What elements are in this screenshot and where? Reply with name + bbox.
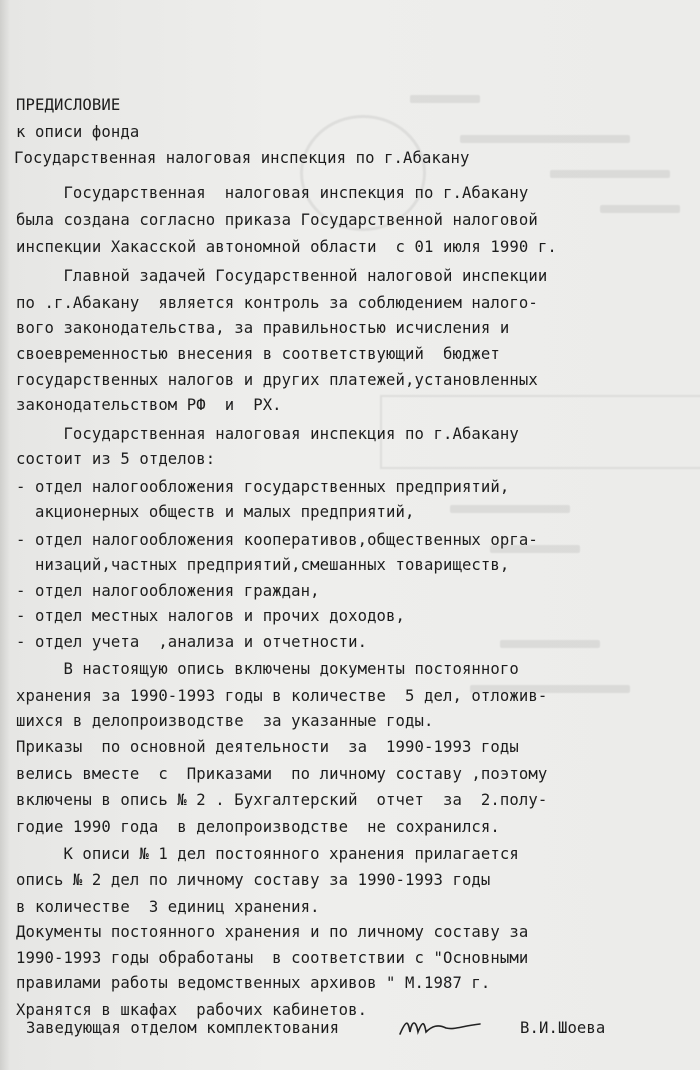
body-line: 1990-1993 годы обработаны в соответствии с "Основными (16, 949, 529, 967)
handwritten-signature (396, 1012, 486, 1042)
body-line: Государственная налоговая инспекция по г.Абакану (16, 184, 529, 202)
body-line: государственных налогов и других платежей,установленных (16, 371, 538, 389)
signature-position: Заведующая отделом комплектования (26, 1019, 340, 1037)
body-line: Государственная налоговая инспекция по г.Абакану (16, 425, 519, 443)
body-line: хранения за 1990-1993 годы в количестве 5 дел, отложив- (16, 687, 548, 705)
document-subtitle: к описи фонда (16, 123, 140, 141)
document-title: ПРЕДИСЛОВИЕ (16, 96, 121, 114)
body-line: К описи № 1 дел постоянного хранения прилагается (16, 845, 519, 863)
body-line: акционерных обществ и малых предприятий, (16, 503, 415, 521)
body-line: законодательством РФ и РХ. (16, 396, 282, 414)
body-line: велись вместе с Приказами по личному составу ,поэтому (16, 765, 548, 783)
body-line: шихся в делопроизводстве за указанные годы. (16, 712, 434, 730)
body-line: - отдел учета ,анализа и отчетности. (16, 633, 368, 651)
body-line: Приказы по основной деятельности за 1990-1993 годы (16, 738, 519, 756)
body-line: опись № 2 дел по личному составу за 1990-1993 годы (16, 871, 491, 889)
body-line: годие 1990 года в делопроизводстве не сохранился. (16, 818, 500, 836)
body-line: Документы постоянного хранения и по личному составу за (16, 923, 529, 941)
body-line: - отдел налогообложения государственных предприятий, (16, 478, 510, 496)
body-line: состоит из 5 отделов: (16, 450, 216, 468)
body-line: правилами работы ведомственных архивов " М.1987 г. (16, 974, 491, 992)
organization-name: Государственная налоговая инспекция по г.Абакану (14, 149, 470, 167)
body-line: низаций,частных предприятий,смешанных товариществ, (16, 556, 510, 574)
body-line: по .г.Абакану является контроль за соблюдением налого- (16, 294, 538, 312)
body-line: - отдел налогообложения граждан, (16, 582, 320, 600)
body-line: Главной задачей Государственной налоговой инспекции (16, 267, 548, 285)
body-line: В настоящую опись включены документы постоянного (16, 660, 519, 678)
body-line: своевременностью внесения в соответствующий бюджет (16, 345, 500, 363)
body-line: Хранятся в шкафах рабочих кабинетов. (16, 1001, 368, 1019)
body-line: в количестве 3 единиц хранения. (16, 898, 320, 916)
body-line: - отдел налогообложения кооперативов,общественных орга- (16, 531, 538, 549)
signatory-name: В.И.Шоева (520, 1019, 606, 1037)
body-line: вого законодательства, за правильностью исчисления и (16, 319, 510, 337)
signature-block (26, 1018, 666, 1044)
body-line: включены в опись № 2 . Бухгалтерский отчет за 2.полу- (16, 791, 548, 809)
body-line: была создана согласно приказа Государственной налоговой (16, 211, 538, 229)
body-line: - отдел местных налогов и прочих доходов, (16, 607, 406, 625)
body-line: инспекции Хакасской автономной области с 01 июля 1990 г. (16, 238, 557, 256)
